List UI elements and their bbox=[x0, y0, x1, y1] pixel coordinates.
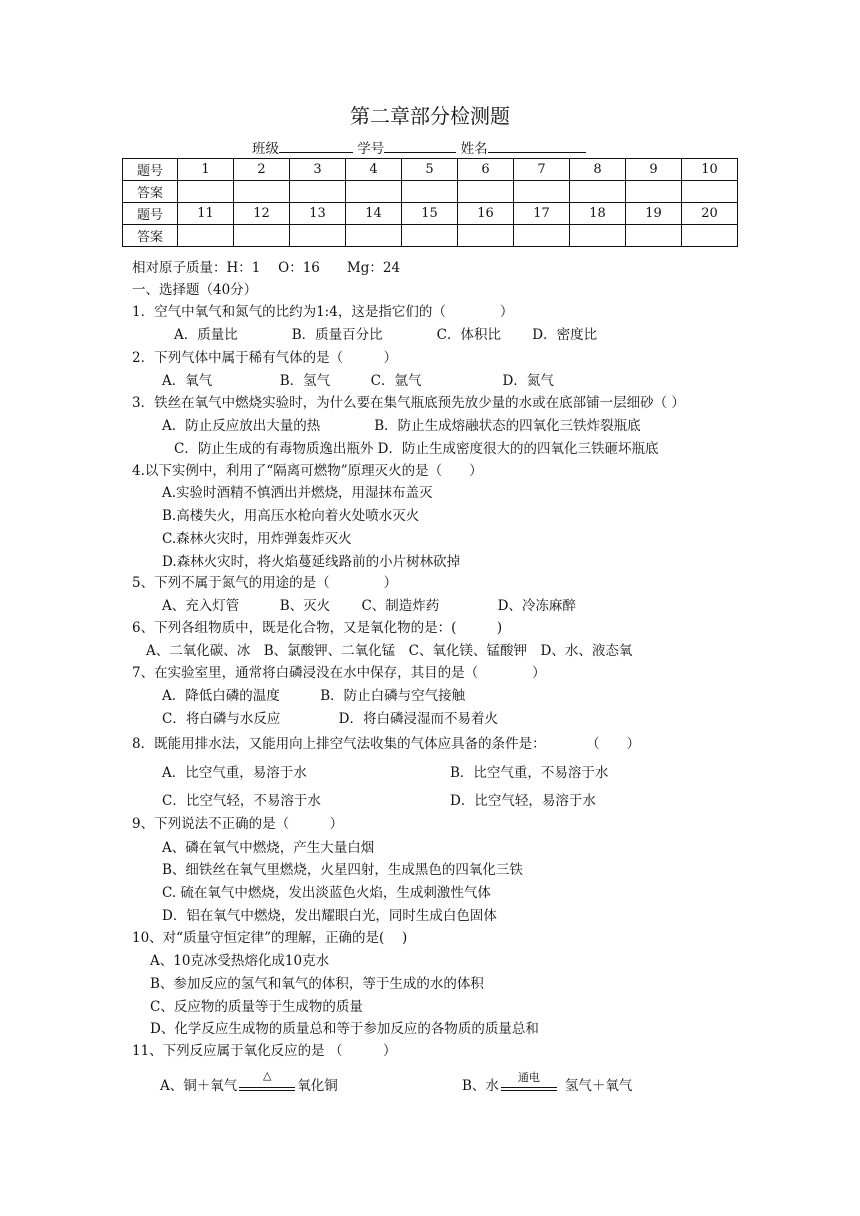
table-cell: 14 bbox=[346, 203, 402, 225]
table-cell: 13 bbox=[290, 203, 346, 225]
question-4-option-c: C.森林火灾时，用炸弹轰炸灭火 bbox=[162, 531, 352, 547]
question-3-stem: 3．铁丝在氧气中燃烧实验时，为什么要在集气瓶底预先放少量的水或在底部铺一层细砂（ ） bbox=[132, 395, 685, 411]
table-cell: 4 bbox=[346, 159, 402, 181]
table-cell: 10 bbox=[682, 159, 738, 181]
equation-products: 氧化铜 bbox=[297, 1078, 338, 1094]
answer-table-row bbox=[123, 225, 738, 247]
name-blank[interactable] bbox=[488, 138, 586, 153]
question-1-stem: 1．空气中氧气和氮气的比约为1:4，这是指它们的（ ） bbox=[132, 304, 514, 320]
question-11-stem: 11、下列反应属于氧化反应的是 （ ） bbox=[132, 1043, 397, 1059]
question-7-stem: 7、在实验室里，通常将白磷浸没在水中保存，其目的是（ ） bbox=[132, 665, 546, 681]
question-10-option-c: C、反应物的质量等于生成物的质量 bbox=[150, 999, 363, 1015]
answer-cell[interactable] bbox=[234, 181, 290, 203]
answer-cell[interactable] bbox=[234, 225, 290, 247]
question-10-option-b: B、参加反应的氢气和氧气的体积，等于生成的水的体积 bbox=[150, 976, 484, 992]
equation-reactants: B、水 bbox=[462, 1078, 499, 1094]
question-8-option-a: A．比空气重，易溶于水 bbox=[162, 765, 307, 781]
reaction-condition: △ bbox=[263, 1068, 272, 1082]
question-5-stem: 5、下列不属于氮气的用途的是（ ） bbox=[132, 575, 398, 591]
table-cell: 3 bbox=[290, 159, 346, 181]
answer-cell[interactable] bbox=[178, 225, 234, 247]
answer-cell[interactable] bbox=[570, 181, 626, 203]
question-3-options-cd: C．防止生成的有毒物质逸出瓶外 D．防止生成密度很大的的四氧化三铁砸坏瓶底 bbox=[174, 441, 659, 457]
answer-table-row bbox=[123, 159, 738, 181]
answer-cell[interactable] bbox=[346, 225, 402, 247]
id-blank[interactable] bbox=[384, 138, 456, 153]
table-cell: 6 bbox=[458, 159, 514, 181]
student-info bbox=[252, 137, 586, 157]
answer-cell[interactable] bbox=[290, 225, 346, 247]
question-8-option-d: D．比空气轻，易溶于水 bbox=[450, 793, 596, 809]
question-4-option-a: A.实验时酒精不慎洒出并燃烧，用湿抹布盖灭 bbox=[162, 485, 433, 501]
question-4-option-b: B.高楼失火，用高压水枪向着火处喷水灭火 bbox=[162, 508, 420, 524]
table-cell: 11 bbox=[178, 203, 234, 225]
question-9-option-d: D．铝在氧气中燃烧，发出耀眼白光，同时生成白色固体 bbox=[162, 908, 497, 924]
question-4-option-d: D.森林火灾时，将火焰蔓延线路前的小片树林砍掉 bbox=[162, 554, 461, 570]
equation-reactants: A、铜＋氧气 bbox=[160, 1078, 238, 1094]
answer-cell[interactable] bbox=[346, 181, 402, 203]
answer-cell[interactable] bbox=[626, 181, 682, 203]
answer-cell[interactable] bbox=[682, 181, 738, 203]
table-cell: 5 bbox=[402, 159, 458, 181]
name-label: 姓名 bbox=[460, 141, 488, 157]
table-cell: 8 bbox=[570, 159, 626, 181]
atomic-mass-note: 相对原子质量：H：1 O：16 Mg：24 bbox=[132, 260, 401, 276]
id-label: 学号 bbox=[357, 141, 385, 157]
table-cell: 9 bbox=[626, 159, 682, 181]
page-title: 第二章部分检测题 bbox=[350, 104, 510, 128]
question-10-option-a: A、10克冰受热熔化成10克水 bbox=[150, 953, 330, 969]
question-1-options: A．质量比 B．质量百分比 C．体积比 D．密度比 bbox=[174, 327, 598, 343]
table-cell: 答案 bbox=[123, 181, 178, 203]
table-cell: 1 bbox=[178, 159, 234, 181]
table-cell: 7 bbox=[514, 159, 570, 181]
question-10-stem: 10、对“质量守恒定律”的理解，正确的是( ) bbox=[132, 930, 408, 946]
question-8-option-b: B．比空气重，不易溶于水 bbox=[450, 765, 609, 781]
question-11-option-a bbox=[160, 1068, 338, 1094]
table-cell: 2 bbox=[234, 159, 290, 181]
class-blank[interactable] bbox=[279, 138, 353, 153]
answer-table bbox=[122, 158, 738, 247]
question-9-option-a: A、磷在氧气中燃烧，产生大量白烟 bbox=[162, 840, 375, 856]
answer-cell[interactable] bbox=[402, 181, 458, 203]
question-8-stem: 8．既能用排水法，又能用向上排空气法收集的气体应具备的条件是： （ ） bbox=[132, 736, 641, 752]
question-6-stem: 6、下列各组物质中，既是化合物，又是氧化物的是：( ) bbox=[132, 620, 503, 636]
answer-cell[interactable] bbox=[290, 181, 346, 203]
table-cell: 题号 bbox=[123, 203, 178, 225]
table-cell: 20 bbox=[682, 203, 738, 225]
table-cell: 题号 bbox=[123, 159, 178, 181]
question-8-option-c: C．比空气轻，不易溶于水 bbox=[162, 793, 321, 809]
section-heading: 一、选择题（40分） bbox=[132, 282, 258, 298]
reaction-condition: 通电 bbox=[517, 1070, 540, 1084]
question-9-stem: 9、下列说法不正确的是（ ） bbox=[132, 816, 344, 832]
answer-cell[interactable] bbox=[458, 225, 514, 247]
question-3-options-ab: A．防止反应放出大量的热 B．防止生成熔融状态的四氧化三铁炸裂瓶底 bbox=[162, 418, 641, 434]
question-10-option-d: D、化学反应生成物的质量总和等于参加反应的各物质的质量总和 bbox=[150, 1021, 539, 1037]
question-2-stem: 2．下列气体中属于稀有气体的是（ ） bbox=[132, 350, 398, 366]
question-6-options: A、二氧化碳、冰 B、氯酸钾、二氧化锰 C、氧化镁、锰酸钾 D、水、液态氧 bbox=[146, 643, 633, 659]
question-11-option-b bbox=[462, 1070, 633, 1094]
question-5-options: A、充入灯管 B、灭火 C、制造炸药 D、冷冻麻醉 bbox=[162, 598, 576, 614]
answer-cell[interactable] bbox=[178, 181, 234, 203]
reaction-arrow bbox=[501, 1070, 557, 1094]
answer-table-row bbox=[123, 203, 738, 225]
question-9-option-c: C. 硫在氧气中燃烧，发出淡蓝色火焰，生成刺激性气体 bbox=[162, 885, 491, 901]
answer-table-row bbox=[123, 181, 738, 203]
table-cell: 15 bbox=[402, 203, 458, 225]
question-7-options-cd: C．将白磷与水反应 D．将白磷浸湿而不易着火 bbox=[162, 711, 498, 727]
equation-products: 氢气＋氧气 bbox=[564, 1078, 633, 1094]
table-cell: 17 bbox=[514, 203, 570, 225]
table-cell: 18 bbox=[570, 203, 626, 225]
table-cell: 答案 bbox=[123, 225, 178, 247]
answer-cell[interactable] bbox=[682, 225, 738, 247]
table-cell: 12 bbox=[234, 203, 290, 225]
table-cell: 16 bbox=[458, 203, 514, 225]
answer-cell[interactable] bbox=[570, 225, 626, 247]
class-label: 班级 bbox=[252, 141, 279, 157]
answer-cell[interactable] bbox=[458, 181, 514, 203]
reaction-arrow bbox=[239, 1068, 295, 1094]
question-4-stem: 4.以下实例中，利用了“隔离可燃物”原理灭火的是（ ） bbox=[132, 463, 483, 479]
answer-cell[interactable] bbox=[402, 225, 458, 247]
question-9-option-b: B、细铁丝在氧气里燃烧，火星四射，生成黑色的四氧化三铁 bbox=[162, 862, 523, 878]
answer-cell[interactable] bbox=[514, 225, 570, 247]
answer-cell[interactable] bbox=[514, 181, 570, 203]
answer-cell[interactable] bbox=[626, 225, 682, 247]
question-2-options: A．氧气 B．氢气 C．氩气 D．氮气 bbox=[162, 373, 554, 389]
table-cell: 19 bbox=[626, 203, 682, 225]
question-7-options-ab: A．降低白磷的温度 B．防止白磷与空气接触 bbox=[162, 688, 466, 704]
